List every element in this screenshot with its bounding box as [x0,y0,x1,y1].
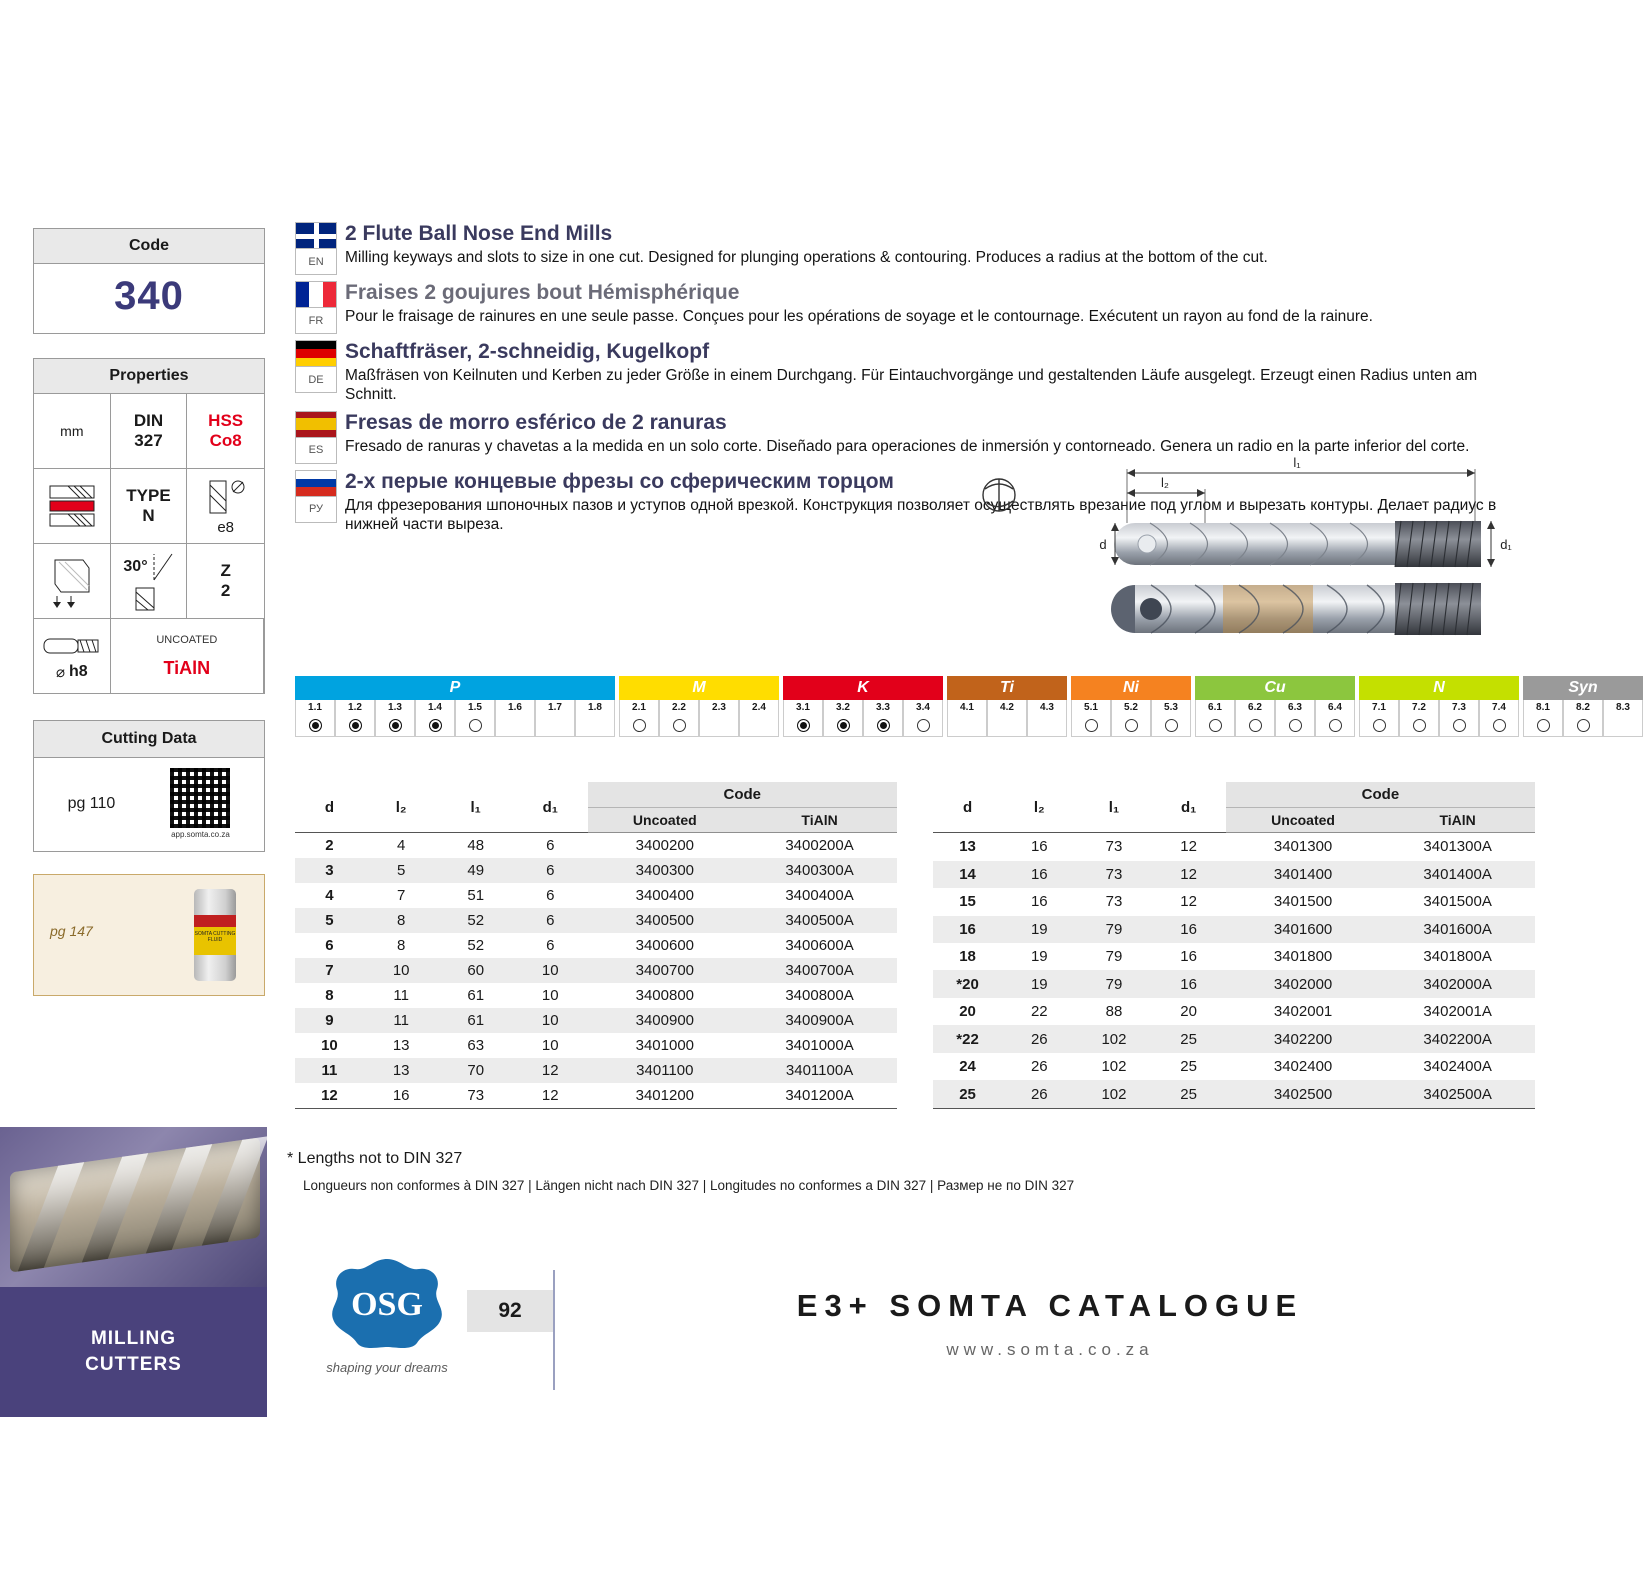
col-tialn: TiAlN [1380,808,1535,833]
fluid-can-text: SOMTA CUTTING FLUID [194,931,236,943]
table-row[interactable]: 10 13 63 10 3401000 3401000A [321,1037,854,1054]
svg-text:l₁: l₁ [1293,455,1301,470]
flag-russia-icon [295,470,337,497]
cutting-fluid-promo[interactable] [33,874,265,996]
col-l2: l₂ [1033,798,1045,816]
svg-text:d: d [1099,537,1107,552]
slot-icon [34,469,111,544]
footnote-primary: * Lengths not to DIN 327 [287,1150,463,1167]
title-es: Fresas de morro esférico de 2 ranuras [345,410,727,434]
table-row[interactable]: 18 19 79 16 3401800 3401800A [959,948,1492,966]
col-l1: l₁ [470,798,481,816]
language-block-fr [295,281,1510,334]
material-cell-7.1[interactable]: 7.1 [1359,700,1399,737]
table-row[interactable]: 16 19 79 16 3401600 3401600A [933,916,1535,943]
language-block-de [295,340,1510,405]
flag-uk-icon [295,222,337,249]
material-cell-6.1[interactable]: 6.1 [1195,700,1235,737]
material-cell-7.4[interactable]: 7.4 [1479,700,1519,737]
body-en: Milling keyways and slots to size in one cut. Designed for plunging operations & contouring. Produces a radius at the bottom of the cut. [345,249,1268,267]
property-din: DIN 327 [111,394,188,469]
property-material: HSS Co8 [187,394,264,469]
left-rows [295,833,897,1109]
material-cell-1.3[interactable]: 1.3 [375,700,415,737]
language-code-en: EN [295,249,337,275]
material-group-Ti [947,676,1067,737]
code-value: 340 [114,274,184,318]
col-uncoated: Uncoated [1226,808,1380,833]
material-cell-3.2[interactable]: 3.2 [823,700,863,737]
flag-france-icon [295,281,337,308]
material-cell-5.1[interactable]: 5.1 [1071,700,1111,737]
material-group-Syn [1523,676,1643,737]
title-en: 2 Flute Ball Nose End Mills [345,222,613,245]
website-url[interactable]: www.somta.co.za [946,1340,1154,1359]
cutting-data-page-ref: pg 110 [67,794,116,812]
col-uncoated: Uncoated [588,808,743,833]
col-d1: d₁ [1180,798,1197,816]
properties-header: Properties [34,359,264,394]
material-cell-4.2[interactable]: 4.2 [987,700,1027,737]
title-ru: 2-х перые концевые фрезы со сферическим торцом [345,469,894,493]
material-cell-3.4[interactable]: 3.4 [903,700,943,737]
table-row[interactable]: 20 22 88 20 3402001 3402001A [959,1003,1492,1021]
technical-drawing [975,455,1515,665]
body-fr: Pour le fraisage de rainures en une seule passe. Conçues pour les opérations de soyage et le contournage. Exécutent un rayon au fond de la rainure. [345,308,1373,326]
table-row[interactable]: *22 26 102 25 3402200 3402200A [933,1025,1535,1052]
material-group-N [1359,676,1519,737]
category-footer [0,1287,267,1417]
dimension-tables [295,782,1535,1109]
table-row[interactable]: 4 7 51 6 3400400 3400400A [325,887,854,904]
property-tolerance: e8 [187,469,264,544]
flag-germany-icon [295,340,337,367]
fluid-can-icon [194,889,236,981]
col-code: Code [1226,782,1535,808]
material-cell-3.3[interactable]: 3.3 [863,700,903,737]
material-cell-8.1[interactable]: 8.1 [1523,700,1563,737]
table-row[interactable]: 8 11 61 10 3400800 3400800A [325,987,854,1004]
table-row[interactable]: 24 26 102 25 3402400 3402400A [959,1058,1492,1076]
title-fr: Fraises 2 goujures bout Hémisphérique [345,281,740,304]
table-row[interactable]: *20 19 79 16 3402000 3402000A [933,970,1535,997]
product-photo [0,1127,267,1287]
footnote-translations: Longueurs non conformes à DIN 327 | Längen nicht nach DIN 327 | Longitudes no conformes a DIN 327 | Размер не по DIN 327 [303,1178,1075,1193]
material-group-Ni [1071,676,1191,737]
dimension-table-left [295,782,897,1109]
material-group-K [783,676,943,737]
col-d: d [962,798,973,816]
material-group-P [295,676,615,737]
property-shank: ⌀ h8 [34,619,111,693]
material-group-M [619,676,779,737]
table-row[interactable]: 12 16 73 12 3401200 3401200A [295,1083,897,1109]
col-l1: l₁ [1108,798,1120,816]
material-cell-5.2[interactable]: 5.2 [1111,700,1151,737]
material-label-M: M [619,676,779,700]
material-cell-1.2[interactable]: 1.2 [335,700,375,737]
material-cell-2.4[interactable]: 2.4 [739,700,779,737]
material-label-N: N [1359,676,1519,700]
language-code-fr: FR [295,308,337,334]
properties-grid [34,394,264,693]
material-cell-2.1[interactable]: 2.1 [619,700,659,737]
dimension-table-right [933,782,1535,1109]
table-row[interactable]: 7 10 60 10 3400700 3400700A [295,958,897,983]
fluid-page-ref: pg 147 [50,923,93,939]
table-row[interactable]: 3 5 49 6 3400300 3400300A [295,858,897,883]
material-cell-8.2[interactable]: 8.2 [1563,700,1603,737]
properties-box [33,358,265,694]
catalogue-title: E3+ SOMTA CATALOGUE [796,1288,1304,1323]
material-cell-2.2[interactable]: 2.2 [659,700,699,737]
material-cell-1.6[interactable]: 1.6 [495,700,535,737]
material-cell-1.4[interactable]: 1.4 [415,700,455,737]
footer-divider [553,1270,555,1390]
material-cell-5.3[interactable]: 5.3 [1151,700,1191,737]
col-d1: d₁ [542,798,558,816]
material-cell-1.5[interactable]: 1.5 [455,700,495,737]
body-es: Fresado de ranuras y chavetas a la medida en un solo corte. Diseñado para operaciones de inmersión y contorneado. Genera un radio en la parte inferior del corte. [345,437,1470,455]
material-bar [295,676,1630,737]
property-unit: mm [34,394,111,469]
col-tialn: TiAlN [742,808,897,833]
property-type: TYPE N [111,469,188,544]
table-row[interactable]: 2 4 48 6 3400200 3400200A [295,833,897,859]
property-coating: UNCOATED TiAlN [111,619,264,693]
material-label-K: K [783,676,943,700]
material-cell-2.3[interactable]: 2.3 [699,700,739,737]
language-block-en [295,222,1510,275]
material-label-Ti: Ti [947,676,1067,700]
svg-text:OSG: OSG [351,1286,423,1323]
table-row[interactable]: 5 8 52 6 3400500 3400500A [295,908,897,933]
flag-spain-icon [295,411,337,438]
material-label-P: P [295,676,615,700]
osg-logo-icon [323,1255,451,1351]
material-cell-4.1[interactable]: 4.1 [947,700,987,737]
page-number: 92 [467,1290,553,1332]
table-row[interactable]: 14 16 73 12 3401400 3401400A [933,861,1535,888]
right-rows [933,833,1535,1109]
material-cell-1.7[interactable]: 1.7 [535,700,575,737]
category-line2: CUTTERS [85,1354,182,1375]
language-code-es: ES [295,438,337,464]
material-group-Cu [1195,676,1355,737]
category-line1: MILLING [90,1328,177,1350]
language-code-de: DE [295,367,337,393]
material-cell-1.8[interactable]: 1.8 [575,700,615,737]
table-row[interactable]: 13 16 73 12 3401300 3401300A [933,833,1535,861]
col-code: Code [588,782,897,808]
qr-caption: app.somta.co.za [171,830,230,839]
material-cell-3.1[interactable]: 3.1 [783,700,823,737]
material-cell-8.3[interactable]: 8.3 [1603,700,1643,737]
table-row[interactable]: 15 16 73 12 3401500 3401500A [959,893,1492,911]
end-view-icon [983,479,1015,511]
language-code-ru: РУ [295,497,337,523]
svg-text:l₂: l₂ [1161,475,1169,490]
body-ru: Для фрезерования шпоночных пазов и уступов одной врезкой. Конструкция позволяет осуществлять врезание под углом и вырезать контуры. Делает радиус в нижней части выреза. [345,496,1497,533]
osg-tagline: shaping your dreams [326,1360,448,1375]
plunge-icon [34,544,111,619]
material-cell-7.3[interactable]: 7.3 [1439,700,1479,737]
code-box [33,228,265,334]
body-de: Maßfräsen von Keilnuten und Kerben zu jeder Größe in einem Durchgang. Für Eintauchvorgänge und gestaltenden Läufe ausgelegt. Erzeugt einen Radius unten am Schnitt. [345,367,1478,404]
left-column [33,228,265,996]
material-cell-6.2[interactable]: 6.2 [1235,700,1275,737]
svg-text:d₁: d₁ [1500,537,1512,552]
cutting-data-header: Cutting Data [34,721,264,758]
material-cell-7.2[interactable]: 7.2 [1399,700,1439,737]
osg-logo[interactable] [287,1255,487,1375]
material-label-Syn: Syn [1523,676,1643,700]
table-row[interactable]: 9 11 61 10 3400900 3400900A [295,1008,897,1033]
code-box-header: Code [34,229,264,264]
table-row[interactable]: 11 13 70 12 3401100 3401100A [295,1058,897,1083]
qr-code[interactable] [170,768,230,839]
cutting-data-box [33,720,265,852]
col-l2: l₂ [395,798,407,816]
material-label-Ni: Ni [1071,676,1191,700]
material-cell-4.3[interactable]: 4.3 [1027,700,1067,737]
material-label-Cu: Cu [1195,676,1355,700]
material-cell-1.1[interactable]: 1.1 [295,700,335,737]
table-row[interactable]: 6 8 52 6 3400600 3400600A [325,937,854,954]
property-helix: 30° [111,544,188,619]
material-cell-6.3[interactable]: 6.3 [1275,700,1315,737]
title-de: Schaftfräser, 2-schneidig, Kugelkopf [345,340,710,363]
material-cell-6.4[interactable]: 6.4 [1315,700,1355,737]
col-d: d [324,798,335,816]
property-flutes: Z 2 [187,544,264,619]
table-row[interactable]: 25 26 102 25 3402500 3402500A [933,1080,1535,1108]
